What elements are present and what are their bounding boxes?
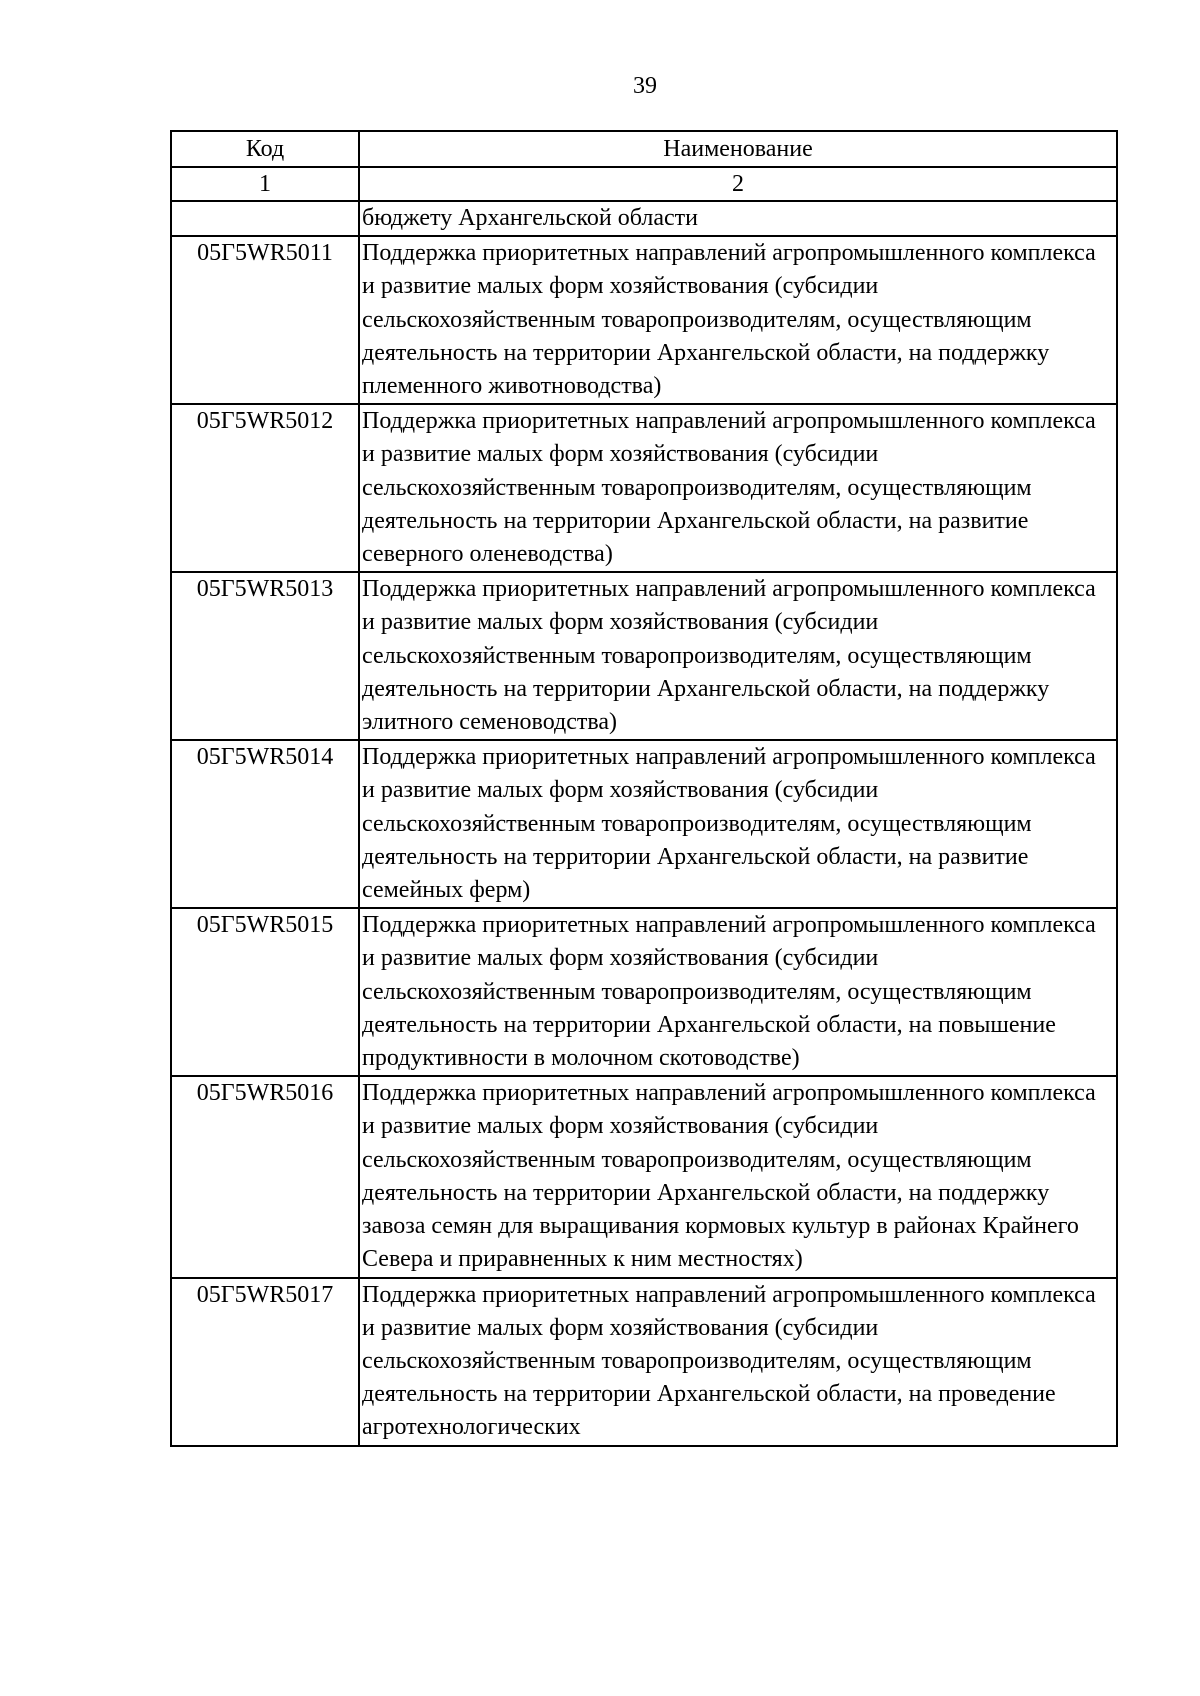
row-code (171, 201, 359, 236)
row-name: Поддержка приоритетных направлений агропромышленного комплекса и развитие малых форм хозяйствования (субсидии сельскохозяйственным товаропроизводителям, осуществляющим деятельность на территории Архангельской области, на поддержку элитного семеноводства) (359, 572, 1117, 740)
column-number-name: 2 (359, 167, 1117, 201)
row-code: 05Г5WR5013 (171, 572, 359, 740)
table-row (171, 201, 1117, 236)
row-code: 05Г5WR5012 (171, 404, 359, 572)
page-number: 39 (633, 73, 657, 99)
row-code: 05Г5WR5011 (171, 236, 359, 404)
table-row (171, 572, 1117, 740)
header-code: Код (171, 131, 359, 167)
row-name: бюджету Архангельской области (359, 201, 1117, 236)
row-name: Поддержка приоритетных направлений агропромышленного комплекса и развитие малых форм хозяйствования (субсидии сельскохозяйственным товаропроизводителям, осуществляющим деятельность на территории Архангельской области, на развитие семейных ферм) (359, 740, 1117, 908)
row-name: Поддержка приоритетных направлений агропромышленного комплекса и развитие малых форм хозяйствования (субсидии сельскохозяйственным товаропроизводителям, осуществляющим деятельность на территории Архангельской области, на поддержку завоза семян для выращивания кормовых культур в районах Крайнего Севера и приравненных к ним местностях) (359, 1076, 1117, 1277)
table-row (171, 740, 1117, 908)
row-name: Поддержка приоритетных направлений агропромышленного комплекса и развитие малых форм хозяйствования (субсидии сельскохозяйственным товаропроизводителям, осуществляющим деятельность на территории Архангельской области, на поддержку племенного животноводства) (359, 236, 1117, 404)
table-row (171, 908, 1117, 1076)
row-code: 05Г5WR5014 (171, 740, 359, 908)
row-code: 05Г5WR5015 (171, 908, 359, 1076)
table-row (171, 404, 1117, 572)
header-row (171, 131, 1117, 167)
row-name: Поддержка приоритетных направлений агропромышленного комплекса и развитие малых форм хозяйствования (субсидии сельскохозяйственным товаропроизводителям, осуществляющим деятельность на территории Архангельской области, на проведение агротехнологических (359, 1278, 1117, 1446)
row-name: Поддержка приоритетных направлений агропромышленного комплекса и развитие малых форм хозяйствования (субсидии сельскохозяйственным товаропроизводителям, осуществляющим деятельность на территории Архангельской области, на развитие северного оленеводства) (359, 404, 1117, 572)
column-number-row (171, 167, 1117, 201)
row-name: Поддержка приоритетных направлений агропромышленного комплекса и развитие малых форм хозяйствования (субсидии сельскохозяйственным товаропроизводителям, осуществляющим деятельность на территории Архангельской области, на повышение продуктивности в молочном скотоводстве) (359, 908, 1117, 1076)
column-number-code: 1 (171, 167, 359, 201)
header-name: Наименование (359, 131, 1117, 167)
row-code: 05Г5WR5017 (171, 1278, 359, 1446)
budget-code-table (170, 130, 1118, 1447)
table-row (171, 1278, 1117, 1446)
table-row (171, 236, 1117, 404)
row-code: 05Г5WR5016 (171, 1076, 359, 1277)
table-row (171, 1076, 1117, 1277)
